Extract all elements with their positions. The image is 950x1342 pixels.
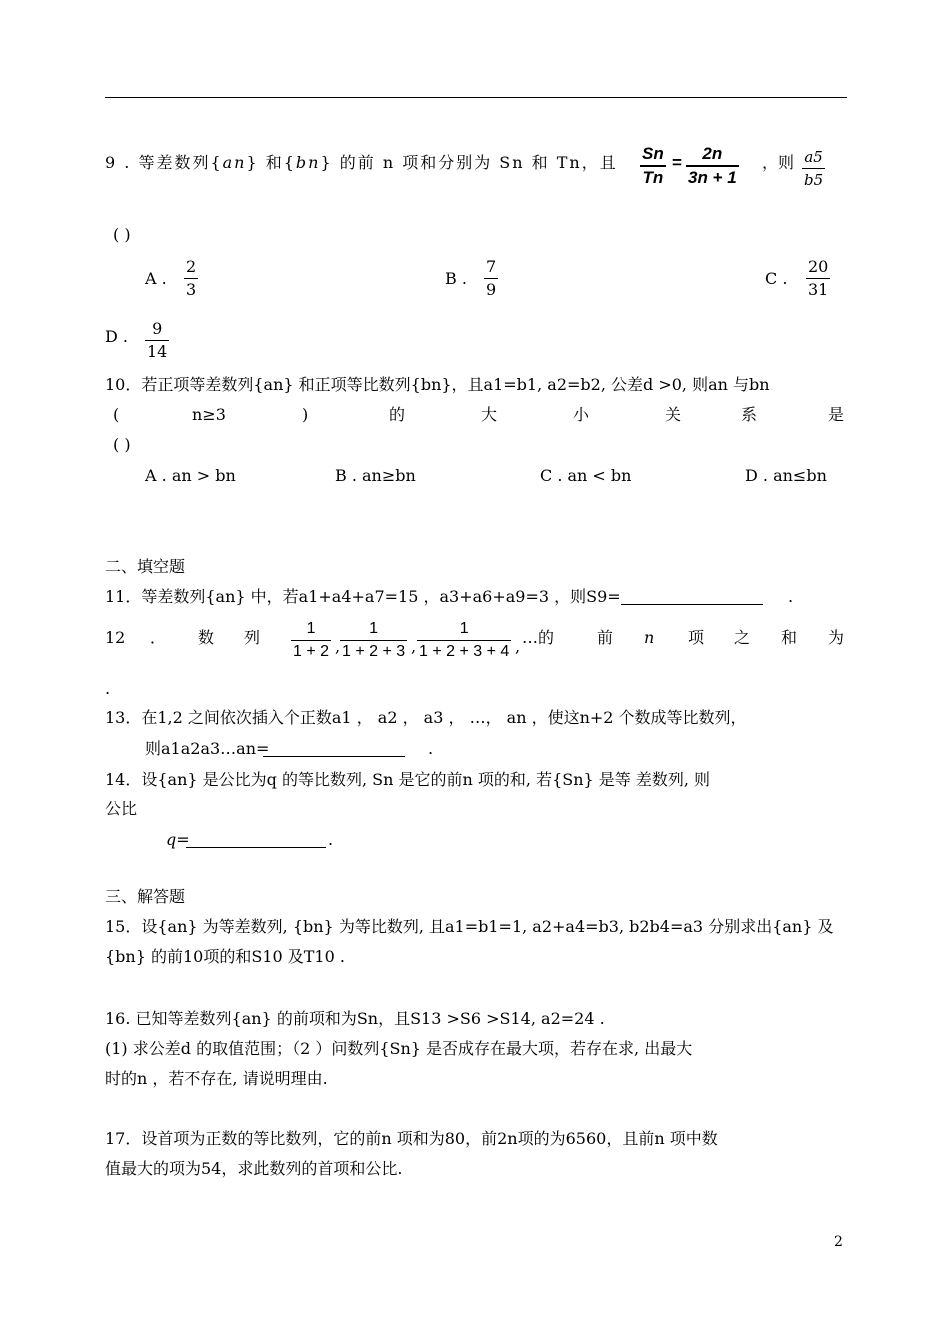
q9-option-a-label: A . bbox=[145, 269, 167, 288]
q12-tail-wei: 为 bbox=[828, 628, 845, 647]
q13-end: . bbox=[428, 739, 434, 758]
q14-line-2: 公比 bbox=[105, 799, 138, 818]
q9-option-b-label: B . bbox=[445, 269, 467, 288]
q14-line-1: 14．设{an} 是公比为q 的等比数列, Sn 是它的前n 项的和, 若{Sn} 是等 差数列, 则 bbox=[105, 770, 711, 789]
q10-line-2-n: n≥3 bbox=[192, 405, 226, 424]
q17-line-1: 17．设首项为正数的等比数列，它的前n 项和为80，前2n项的为6560，且前n 项中数 bbox=[105, 1129, 718, 1148]
q10-line-2-guan: 关 bbox=[665, 405, 682, 424]
q10-line-2-open: ( bbox=[113, 405, 120, 424]
q10-answer-paren: ( ) bbox=[113, 435, 131, 454]
q13-answer-blank bbox=[263, 740, 405, 757]
q16-line-1: 16. 已知等差数列{an} 的前项和为Sn，且S13 >S6 >S14, a2=24 . bbox=[105, 1009, 605, 1028]
q10-option-a: A . an > bn bbox=[145, 466, 236, 485]
q12-label-dot: ． bbox=[150, 628, 167, 647]
q10-line-2-shi: 是 bbox=[828, 405, 845, 424]
q14-answer-blank bbox=[186, 831, 326, 848]
q9-option-c-value: $\frac{20}{31}$ bbox=[808, 257, 829, 299]
q9-stem: 9 . 等差数列{an} 和{bn} 的前 n 项和分别为 Sn 和 Tn，且 bbox=[105, 153, 618, 172]
q9-fraction-2n-over-3n1: $\frac{2n}{3n + 1}$ bbox=[688, 144, 737, 187]
q13-line-1: 13．在1,2 之间依次插入个正数a1 ， a2 ， a3 ， …， an ，使这n+2 个数成等比数列， bbox=[105, 708, 747, 727]
q9-fraction-a5-over-b5: $\frac{a5}{b5}$ bbox=[804, 148, 824, 189]
q12-fraction-3: $\frac{1}{1 + 2 + 3 + 4}$ bbox=[417, 618, 511, 663]
q12-fraction-2: $\frac{1}{1 + 2 + 3}$ bbox=[340, 618, 407, 663]
q15-line-2: {bn} 的前10项的和S10 及T10 . bbox=[105, 947, 345, 966]
q12-tail-he: 和 bbox=[781, 628, 798, 647]
q14-end: . bbox=[328, 830, 334, 849]
page-number: 2 bbox=[834, 1234, 843, 1250]
q9-option-b-value: $\frac{7}{9}$ bbox=[486, 257, 497, 299]
q12-tail-zhi: 之 bbox=[734, 628, 751, 647]
q9-option-d-label: D . bbox=[105, 327, 128, 346]
q9-fraction-s-over-t: $\frac{Sn}{Tn}$ bbox=[642, 144, 664, 187]
q17-line-2: 值最大的项为54，求此数列的首项和公比. bbox=[105, 1159, 403, 1178]
q9-answer-paren: ( ) bbox=[113, 225, 131, 244]
q12-tail-de: …的 bbox=[522, 628, 555, 647]
q11-answer-blank bbox=[621, 588, 763, 605]
q16-line-3: 时的n ，若不存在, 请说明理由. bbox=[105, 1069, 328, 1088]
q12-label-shu: 数 bbox=[198, 628, 215, 647]
q10-line-2-da: 大 bbox=[481, 405, 498, 424]
q12-sep-1: , bbox=[335, 637, 341, 656]
q9-then: ，则 bbox=[762, 153, 795, 172]
q16-line-2: (1) 求公差d 的取值范围；（2 ）问数列{Sn} 是否成存在最大项，若存在求, 出最大 bbox=[105, 1039, 693, 1058]
q12-label-num: 12 bbox=[105, 628, 126, 647]
q12-fraction-1: $\frac{1}{1 + 2}$ bbox=[291, 618, 331, 663]
q11-text: 11．等差数列{an} 中，若a1+a4+a7=15 ，a3+a6+a9=3 ，则S9= bbox=[105, 587, 621, 606]
q14-line-3: q= bbox=[166, 830, 190, 849]
q13-line-2: 则a1a2a3…an= bbox=[145, 739, 270, 758]
q9-option-a-value: $\frac{2}{3}$ bbox=[186, 257, 197, 299]
q10-line-1: 10．若正项等差数列{an} 和正项等比数列{bn}，且a1=b1, a2=b2, 公差d >0, 则an 与bn bbox=[105, 375, 770, 394]
section-fill-in-heading: 二、填空题 bbox=[105, 557, 186, 576]
q10-option-c: C . an < bn bbox=[540, 466, 632, 485]
q12-end: . bbox=[105, 679, 111, 698]
q10-option-b: B . an≥bn bbox=[335, 466, 416, 485]
q10-line-2-de: 的 bbox=[389, 405, 406, 424]
q9-option-c-label: C . bbox=[765, 269, 788, 288]
q10-option-d: D . an≤bn bbox=[745, 466, 827, 485]
header-rule bbox=[105, 97, 847, 98]
q12-tail-qian: 前 bbox=[597, 628, 614, 647]
q10-line-2-xi: 系 bbox=[741, 405, 758, 424]
q12-tail-n: n bbox=[644, 628, 655, 647]
q12-tail-xiang: 项 bbox=[688, 628, 705, 647]
q10-line-2-close: ) bbox=[302, 405, 309, 424]
section-solution-heading: 三、解答题 bbox=[105, 887, 186, 906]
q10-line-2-xiao: 小 bbox=[573, 405, 590, 424]
q12-label-lie: 列 bbox=[244, 628, 261, 647]
q11-end: . bbox=[788, 587, 794, 606]
q12-sep-2: , bbox=[411, 637, 417, 656]
q9-equals: = bbox=[672, 153, 682, 172]
q12-sep-3: , bbox=[515, 637, 521, 656]
q9-option-d-value: $\frac{9}{14}$ bbox=[147, 319, 168, 361]
q15-line-1: 15．设{an} 为等差数列, {bn} 为等比数列, 且a1=b1=1, a2+a4=b3, b2b4=a3 分别求出{an} 及 bbox=[105, 917, 834, 936]
